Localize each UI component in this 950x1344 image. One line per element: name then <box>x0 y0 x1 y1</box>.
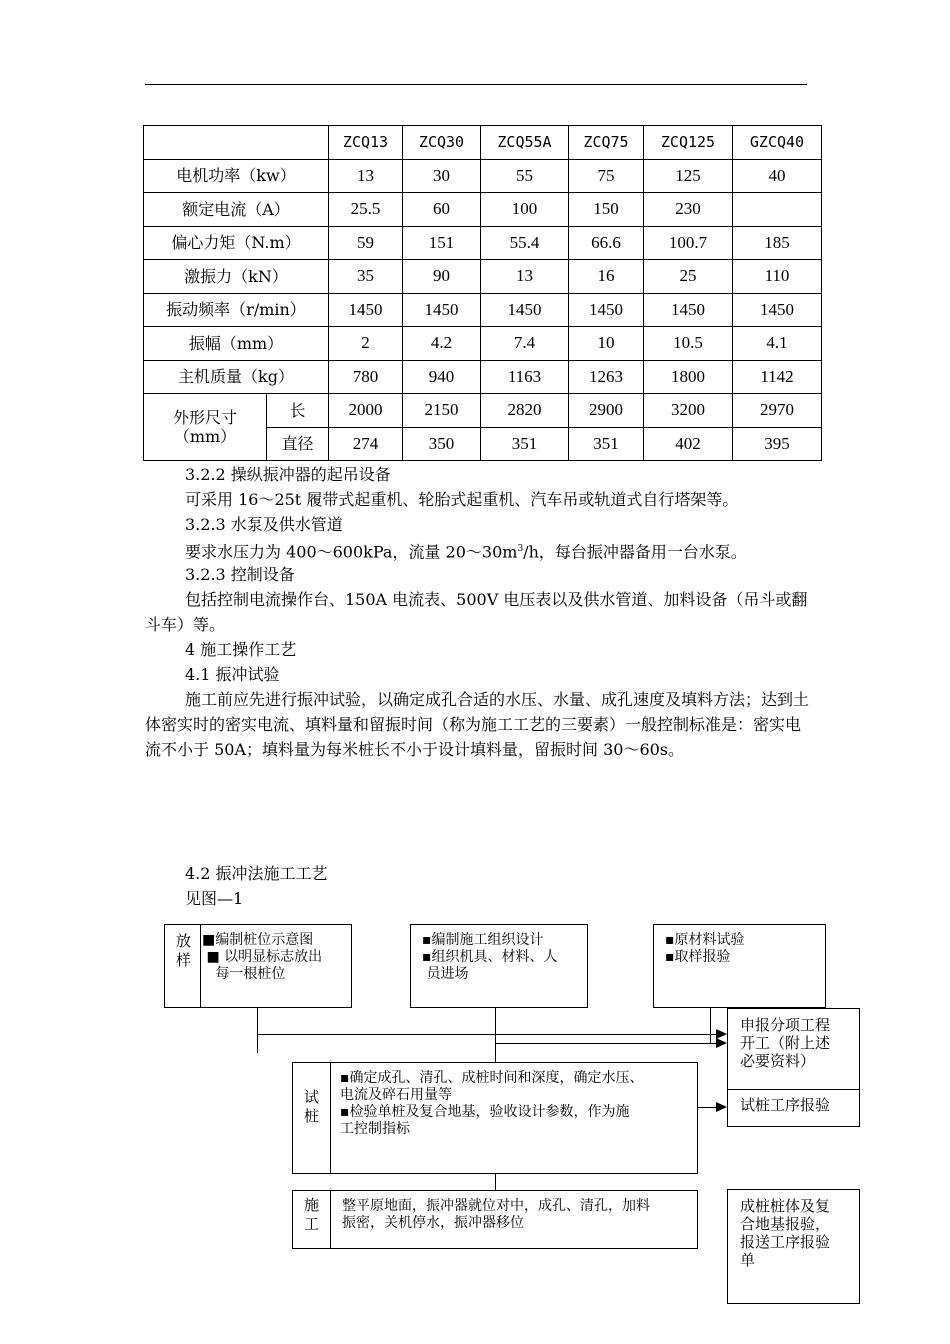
paragraph-3-2-3-pump: 要求水压力为 400～600kPa，流量 $20\sim 30m^3/h$，每台振冲器备用一台水泵。 <box>185 542 747 562</box>
dimension-group-label-cell <box>144 394 267 461</box>
table-row <box>144 293 822 327</box>
table-row <box>144 159 822 193</box>
value-cell: 1263 <box>569 360 644 394</box>
flow-connector <box>257 1034 717 1035</box>
row-label-cell: 振动频率（r/min） <box>144 293 329 327</box>
heading-3-2-2: 3.2.2 操纵振冲器的起吊设备 <box>185 465 391 484</box>
value-cell: 10 <box>569 327 644 361</box>
flow-divider <box>330 1190 331 1249</box>
value-cell: 1450 <box>329 293 403 327</box>
flow-final-report: 成桩桩体及复 合地基报验， 报送工序报验 单 <box>740 1197 831 1269</box>
model-header-cell: ZCQ125 <box>644 126 733 160</box>
value-cell: 40 <box>733 159 822 193</box>
value-cell: 350 <box>403 427 481 461</box>
model-header-cell: GZCQ40 <box>733 126 822 160</box>
flow-material-items: ▪原材料试验 ▪取样报验 <box>665 932 745 965</box>
value-cell: 2970 <box>733 394 822 428</box>
value-cell: 100 <box>481 193 569 227</box>
value-cell: 25.5 <box>329 193 403 227</box>
value-cell: 90 <box>403 260 481 294</box>
heading-4-2: 4.2 振冲法施工工艺 <box>185 864 328 883</box>
value-cell: 1450 <box>733 293 822 327</box>
table-row <box>144 394 822 428</box>
flow-divider <box>330 1062 331 1174</box>
value-cell: 1450 <box>403 293 481 327</box>
heading-3-2-3-control: 3.2.3 控制设备 <box>185 565 295 584</box>
row-label-cell: 振幅（mm） <box>144 327 329 361</box>
heading-3-2-3-pump: 3.2.3 水泵及供水管道 <box>185 515 343 534</box>
model-header-cell: ZCQ13 <box>329 126 403 160</box>
value-cell: 185 <box>733 226 822 260</box>
paragraph-4-1: 施工前应先进行振冲试验，以确定成孔合适的水压、水量、成孔速度及填料方法；达到土体密实时的密实电流、填料量和留振时间（称为施工工艺的三要素）一般控制标准是：密实电流不小于 50A；填料量为每米桩长不小于设计填料量，留振时间 30～60s。 <box>145 690 810 759</box>
value-cell: 100.7 <box>644 226 733 260</box>
value-cell: 3200 <box>644 394 733 428</box>
value-cell: 30 <box>403 159 481 193</box>
value-cell: 75 <box>569 159 644 193</box>
value-cell: 274 <box>329 427 403 461</box>
value-cell: 7.4 <box>481 327 569 361</box>
heading-4-1: 4.1 振冲试验 <box>185 665 280 684</box>
row-label-cell: 激振力（kN） <box>144 260 329 294</box>
flow-divider <box>727 1089 860 1090</box>
flow-arrow <box>716 1038 727 1048</box>
value-cell: 35 <box>329 260 403 294</box>
value-cell: 940 <box>403 360 481 394</box>
row-label-cell: 额定电流（A） <box>144 193 329 227</box>
flow-layout-label: 放 样 <box>176 932 192 969</box>
header-rule <box>145 84 807 85</box>
value-cell: 780 <box>329 360 403 394</box>
value-cell: 110 <box>733 260 822 294</box>
value-cell: 1800 <box>644 360 733 394</box>
flow-connector <box>698 1107 717 1108</box>
model-header-cell: ZCQ75 <box>569 126 644 160</box>
flow-arrow <box>716 1102 727 1112</box>
value-cell: 2820 <box>481 394 569 428</box>
figure-reference: 见图—1 <box>185 889 244 908</box>
flow-layout-items: ■编制桩位示意图 ■ 以明显标志放出 每一根桩位 <box>202 932 323 982</box>
paragraph-3-2-3-control: 包括控制电流操作台、150A 电流表、500V 电压表以及供水管道、加料设备（吊斗或翻斗车）等。 <box>145 590 808 634</box>
value-cell: 230 <box>644 193 733 227</box>
model-header-cell: ZCQ30 <box>403 126 481 160</box>
value-cell: 4.2 <box>403 327 481 361</box>
value-cell: 402 <box>644 427 733 461</box>
flow-connector <box>710 1008 711 1043</box>
flow-report-trial: 试桩工序报验 <box>740 1096 831 1114</box>
value-cell: 59 <box>329 226 403 260</box>
value-cell: 55 <box>481 159 569 193</box>
dimension-group-unit: （mm） <box>173 427 237 446</box>
table-row <box>144 327 822 361</box>
value-cell: 1450 <box>481 293 569 327</box>
value-cell: 2900 <box>569 394 644 428</box>
value-cell: 2000 <box>329 394 403 428</box>
row-label-cell: 电机功率（kw） <box>144 159 329 193</box>
value-cell: 10.5 <box>644 327 733 361</box>
heading-4: 4 施工操作工艺 <box>185 640 297 659</box>
dimension-sub-label-cell: 直径 <box>267 427 329 461</box>
value-cell: 1142 <box>733 360 822 394</box>
vibroflot-spec-table <box>143 125 822 461</box>
value-cell: 66.6 <box>569 226 644 260</box>
value-cell: 395 <box>733 427 822 461</box>
dimension-group-label: 外形尺寸 <box>172 407 237 427</box>
flow-trial-items: ▪确定成孔、清孔、成桩时间和深度，确定水压、 电流及碎石用量等 ▪检验单桩及复合地基，验收设计参数，作为施 工控制指标 <box>340 1070 644 1137</box>
dimension-sub-label-cell: 长 <box>267 394 329 428</box>
flow-construction-label: 施 工 <box>304 1196 320 1233</box>
row-label-cell: 主机质量（kg） <box>144 360 329 394</box>
value-cell: 13 <box>481 260 569 294</box>
table-row <box>144 193 822 227</box>
value-cell: 1450 <box>644 293 733 327</box>
flow-trial-label: 试 桩 <box>304 1088 320 1125</box>
flow-connector <box>495 1174 496 1190</box>
paragraph-3-2-2: 可采用 16～25t 履带式起重机、轮胎式起重机、汽车吊或轨道式自行塔架等。 <box>185 490 739 509</box>
flow-divider <box>200 924 201 1008</box>
value-cell: 60 <box>403 193 481 227</box>
model-header-cell: ZCQ55A <box>481 126 569 160</box>
flow-connector <box>495 1043 717 1044</box>
flow-design-items: ▪编制施工组织设计 ▪组织机具、材料、人 员进场 <box>422 932 558 982</box>
value-cell: 2150 <box>403 394 481 428</box>
value-cell: 13 <box>329 159 403 193</box>
flow-connector <box>257 1008 258 1053</box>
table-row <box>144 260 822 294</box>
flow-connector <box>495 1008 496 1062</box>
value-cell: 16 <box>569 260 644 294</box>
table-row <box>144 226 822 260</box>
table-row <box>144 360 822 394</box>
value-cell: 151 <box>403 226 481 260</box>
value-cell: 351 <box>569 427 644 461</box>
value-cell: 4.1 <box>733 327 822 361</box>
value-cell: 55.4 <box>481 226 569 260</box>
flow-construction-items: 整平原地面，振冲器就位对中，成孔、清孔，加料 振密，关机停水，振冲器移位 <box>342 1198 650 1231</box>
value-cell <box>733 193 822 227</box>
value-cell: 150 <box>569 193 644 227</box>
table-header-row <box>144 126 822 160</box>
value-cell: 125 <box>644 159 733 193</box>
value-cell: 1450 <box>569 293 644 327</box>
flow-report-open: 申报分项工程 开工（附上述 必要资料） <box>740 1016 831 1070</box>
value-cell: 1163 <box>481 360 569 394</box>
value-cell: 25 <box>644 260 733 294</box>
value-cell: 2 <box>329 327 403 361</box>
table-corner-cell <box>144 126 329 160</box>
row-label-cell: 偏心力矩（N.m） <box>144 226 329 260</box>
value-cell: 351 <box>481 427 569 461</box>
